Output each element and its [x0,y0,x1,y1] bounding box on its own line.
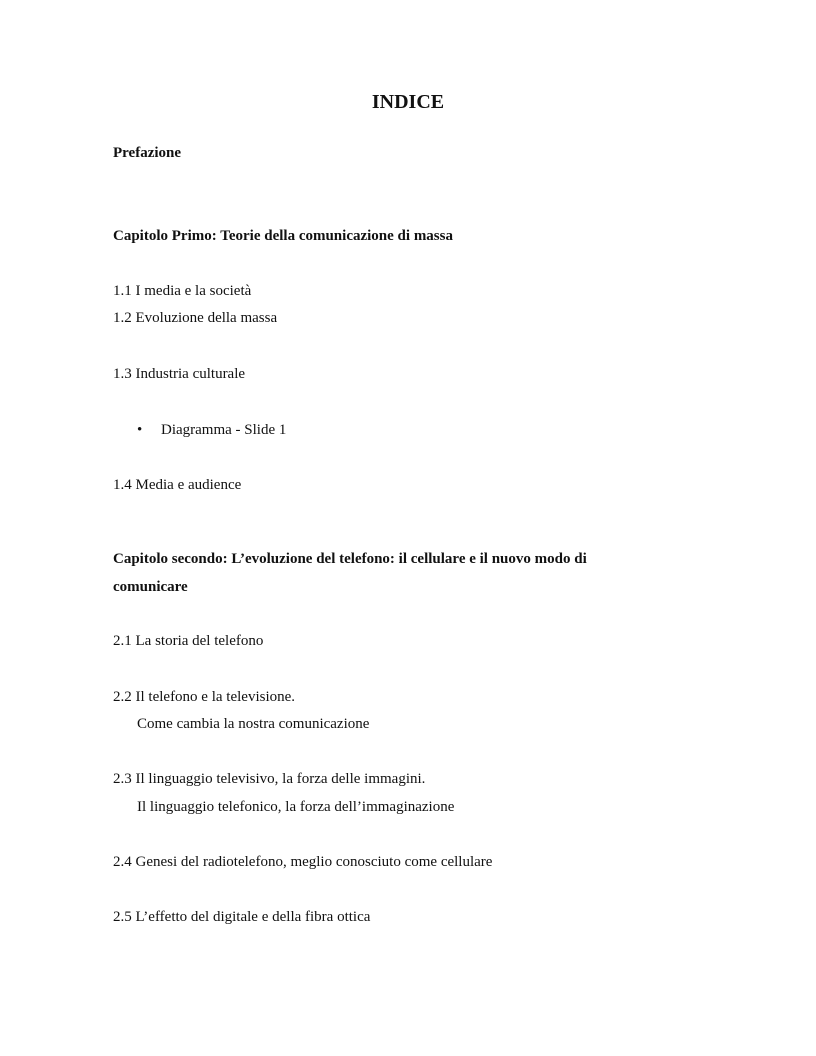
toc-bullet-item [137,420,286,440]
chapter2-heading-line2: comunicare [113,579,188,595]
toc-entry-2-4: 2.4 Genesi del radiotelefono, meglio conosciuto come cellulare [113,854,493,870]
chapter2-heading-line1: Capitolo secondo: L’evoluzione del telefono: il cellulare e il nuovo modo di [113,551,587,567]
bullet-icon: • [137,422,143,438]
toc-entry-1-4: 1.4 Media e audience [113,477,242,493]
toc-entry-2-2: 2.2 Il telefono e la televisione. [113,689,296,705]
toc-entry-2-2-continuation: Come cambia la nostra comunicazione [137,716,370,732]
toc-entry-1-3: 1.3 Industria culturale [113,366,246,382]
toc-bullet-label: Diagramma - Slide 1 [161,422,287,438]
toc-entry-1-1: 1.1 I media e la società [113,283,252,299]
preface-heading: Prefazione [113,145,182,161]
page-title: INDICE [371,91,445,113]
toc-entry-2-3-continuation: Il linguaggio telefonico, la forza dell’immaginazione [137,799,455,815]
toc-entry-2-1: 2.1 La storia del telefono [113,633,264,649]
toc-entry-2-3: 2.3 Il linguaggio televisivo, la forza delle immagini. [113,771,426,787]
chapter1-heading: Capitolo Primo: Teorie della comunicazione di massa [113,228,453,244]
toc-entry-1-2: 1.2 Evoluzione della massa [113,310,278,326]
toc-entry-2-5: 2.5 L’effetto del digitale e della fibra ottica [113,909,371,925]
